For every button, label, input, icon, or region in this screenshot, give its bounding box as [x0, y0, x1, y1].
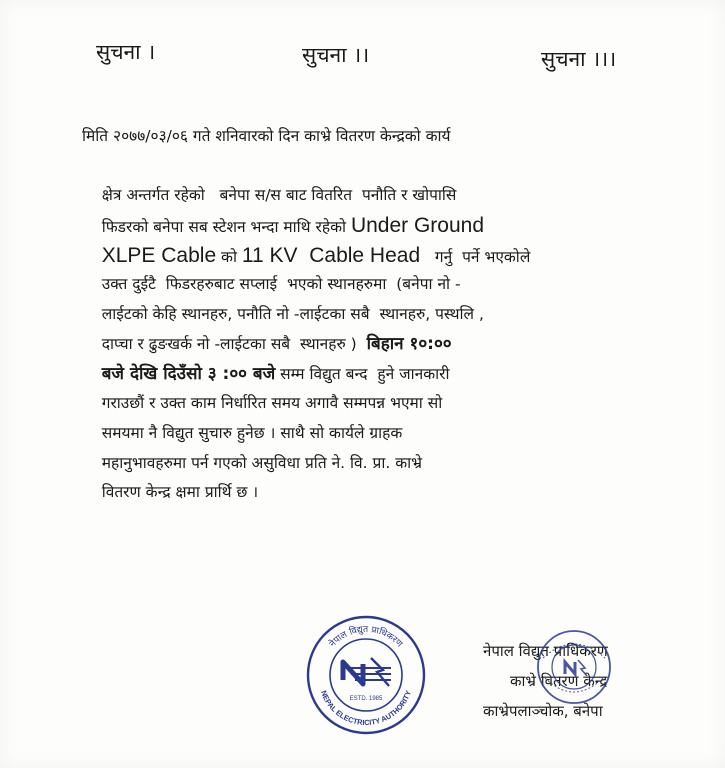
cable-type-text: Under Ground — [350, 214, 485, 238]
notice-line-text: समयमा नै विद्युत सुचारु हुनेछ । साथै सो कार्यले ग्राहक — [101, 423, 403, 442]
notice-line-text: लाईटको केहि स्थानहरु, पनौति नो -लाईटका सबै स्थानहरु, पस्थलि , — [101, 305, 484, 324]
office-seal-top-script — [543, 644, 605, 658]
seal-bottom-text: NEPAL ELECTRICITY AUTHORITY — [319, 689, 413, 728]
notice-heading-1: सुचना । — [96, 40, 156, 64]
cable-head-text: 11 KV Cable Head — [241, 243, 421, 267]
signature-line-location: काभ्रेपलाञ्चोक, बनेपा — [483, 702, 603, 720]
notice-line-text: मिति २०७७/०३/०६ गते शनिवारको दिन काभ्रे वितरण केन्द्रको कार्य — [82, 127, 451, 145]
seal-top-text: नेपाल विद्युत प्राधिकरण — [327, 624, 405, 650]
notice-line-text: फिडरको बनेपा सब स्टेशन भन्दा माथि रहेको — [101, 218, 351, 237]
end-time-text: बजे देखि दिउँसो ३ :०० बजे — [101, 363, 276, 384]
notice-line-text: सम्म विद्युत बन्द हुने जानकारी — [275, 364, 450, 383]
notice-heading-3: सुचना ।।। — [541, 47, 617, 71]
notice-body — [82, 122, 664, 502]
signature-line-authority: नेपाल विद्युत प्राधिकरण — [483, 642, 608, 660]
notice-line-1 — [82, 122, 664, 152]
nea-logo-icon — [343, 658, 391, 686]
notice-line-text: वितरण केन्द्र क्षमा प्रार्थि छ । — [101, 483, 259, 502]
office-seal-stamp — [535, 628, 613, 706]
notice-line-text: दाप्चा र ढुङखर्क नो -लाईटका सबै स्थानहरु ) — [101, 334, 367, 353]
office-seal-bottom-script — [545, 678, 603, 692]
notice-line-text: को — [216, 247, 242, 266]
notice-line-text: महानुभावहरुमा पर्न गएको असुविधा प्रति ने. वि. प्रा. काभ्रे — [101, 453, 423, 472]
nea-seal-stamp — [305, 614, 427, 736]
bolt-icon — [578, 660, 587, 676]
signature-line-office: काभ्रे वितरण केन्द्र — [510, 672, 608, 690]
seal-estd-text: ESTD. 1985 — [349, 696, 383, 702]
notice-line-text: गराउछौं र उक्त काम निर्धारित समय अगावै सम्मपन्न भएमा सो — [101, 394, 443, 413]
cable-name-text: XLPE Cable — [101, 243, 217, 267]
start-time-text: बिहान १०:०० — [366, 333, 452, 354]
office-seal-logo-icon — [565, 662, 575, 674]
notice-line-text: गर्नु पर्ने भएकोले — [420, 247, 531, 266]
notice-line-text: क्षेत्र अन्तर्गत रहेको बनेपा स/स बाट वितरित पनौति र खोपासि — [101, 186, 457, 205]
notice-heading-2: सुचना ।। — [302, 43, 370, 67]
notice-line-2 — [82, 152, 664, 205]
notice-line-text: उक्त दुईटै फिडरहरुबाट सप्लाई भएको स्थानहरुमा (बनेपा नो - — [101, 275, 461, 294]
